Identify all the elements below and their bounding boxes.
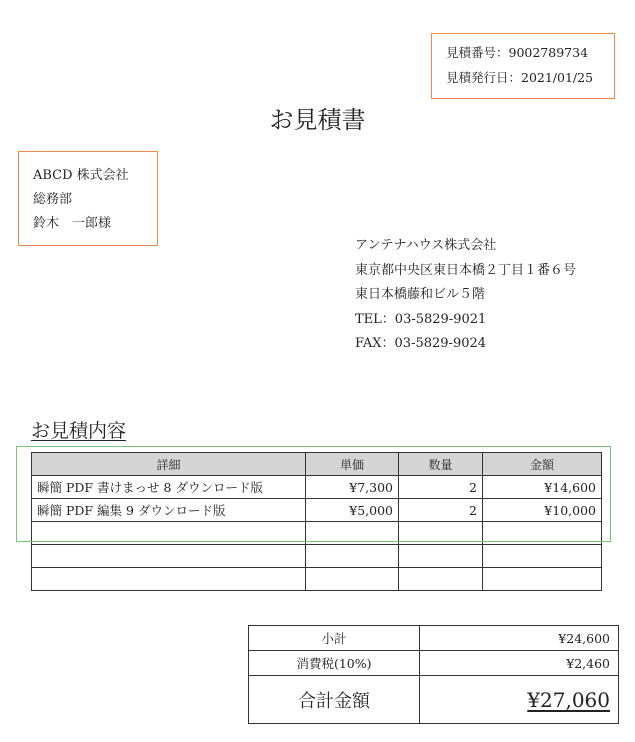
cell-detail — [32, 568, 306, 591]
sender-address-1: 東京都中央区東日本橋２丁目１番６号 — [355, 262, 577, 278]
tax-label: 消費税(10%) — [249, 651, 420, 676]
header-detail: 詳細 — [32, 453, 306, 476]
cell-quantity — [399, 545, 483, 568]
cell-amount: ¥14,600 — [483, 476, 602, 499]
grand-total-label: 合計金額 — [249, 676, 420, 724]
tax-value: ¥2,460 — [420, 651, 619, 676]
totals-table — [248, 625, 619, 724]
table-row — [32, 545, 602, 568]
document-title: お見積書 — [269, 106, 366, 134]
grand-total-value: ¥27,060 — [420, 676, 619, 724]
subtotal-label: 小計 — [249, 626, 420, 651]
sender-company: アンテナハウス株式会社 — [355, 238, 497, 253]
cell-detail: 瞬簡 PDF 編集 9 ダウンロード版 — [32, 499, 306, 522]
sender-tel: TEL：03-5829-9021 — [355, 311, 487, 327]
cell-amount — [483, 545, 602, 568]
items-highlight-box — [16, 446, 611, 542]
grand-total-row — [249, 676, 619, 724]
header-unit-price: 単価 — [306, 453, 399, 476]
customer-department: 総務部 — [33, 192, 73, 207]
tax-row — [249, 651, 619, 676]
cell-unit-price: ¥7,300 — [306, 476, 399, 499]
subtotal-value: ¥24,600 — [420, 626, 619, 651]
customer-company: ABCD 株式会社 — [33, 168, 129, 183]
table-row — [32, 568, 602, 591]
totals-table-wrapper — [248, 625, 618, 724]
estimate-info-box — [431, 33, 615, 99]
customer-person: 鈴木 一郎様 — [33, 216, 112, 231]
estimate-number: 見積番号：9002789734 — [446, 45, 589, 60]
header-amount: 金額 — [483, 453, 602, 476]
customer-box — [18, 151, 158, 246]
cell-unit-price: ¥5,000 — [306, 499, 399, 522]
header-quantity: 数量 — [399, 453, 483, 476]
cell-quantity: 2 — [399, 476, 483, 499]
cell-detail: 瞬簡 PDF 書けまっせ 8 ダウンロード版 — [32, 476, 306, 499]
estimate-date: 見積発行日：2021/01/25 — [446, 70, 594, 85]
sender-info — [355, 234, 576, 357]
cell-quantity — [399, 568, 483, 591]
cell-quantity: 2 — [399, 499, 483, 522]
cell-amount: ¥10,000 — [483, 499, 602, 522]
cell-detail — [32, 545, 306, 568]
sender-address-2: 東日本橋藤和ビル５階 — [355, 287, 486, 302]
cell-amount — [483, 568, 602, 591]
subtotal-row — [249, 626, 619, 651]
section-heading: お見積内容 — [31, 420, 127, 442]
cell-unit-price — [306, 545, 399, 568]
sender-fax: FAX：03-5829-9024 — [355, 336, 487, 351]
cell-unit-price — [306, 568, 399, 591]
